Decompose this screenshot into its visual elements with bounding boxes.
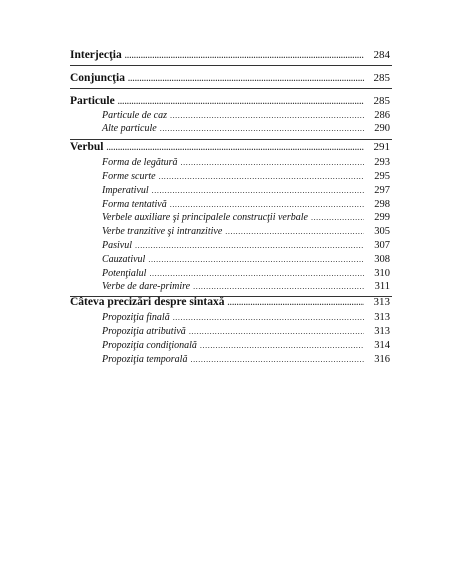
toc-entry-page: 298 — [374, 199, 390, 210]
toc-entry-title: Propoziţia temporală — [102, 354, 188, 365]
toc-entry-page: 291 — [373, 141, 390, 153]
toc-entry-verbe-tranzitive — [102, 226, 390, 240]
toc-entry-title: Cauzativul — [102, 254, 146, 265]
toc-entry-title: Propoziţia finală — [102, 312, 170, 323]
toc-entry-forma-tentativa — [102, 199, 390, 213]
toc-entry-title: Propoziţia atributivă — [102, 326, 186, 337]
dot-leader — [118, 97, 364, 106]
toc-entry-verbe-de-dare-primire — [102, 281, 390, 295]
toc-entry-cauzativul — [102, 254, 390, 268]
toc-entry-title: Conjuncţia — [70, 72, 125, 84]
separator-line — [70, 139, 392, 140]
toc-entry-page: 295 — [374, 171, 390, 182]
separator-line — [70, 65, 392, 66]
toc-entry-page: 308 — [374, 254, 390, 265]
toc-entry-title: Verbul — [70, 141, 104, 153]
toc-entry-forma-de-legatura — [102, 157, 390, 171]
dot-leader — [149, 269, 364, 278]
toc-entry-title: Interjecţia — [70, 49, 122, 61]
separator-line — [70, 88, 392, 89]
toc-entry-alte-particule — [102, 123, 390, 137]
dot-leader — [160, 124, 364, 133]
toc-entry-page: 313 — [374, 326, 390, 337]
dot-leader — [148, 255, 364, 264]
toc-entry-title: Câteva precizări despre sintaxă — [70, 296, 225, 308]
toc-entry-page: 305 — [374, 226, 390, 237]
dot-leader — [189, 327, 364, 336]
toc-entry-title: Verbe de dare-primire — [102, 281, 191, 292]
toc-entry-sintaxa — [70, 296, 390, 310]
dot-leader — [170, 111, 364, 120]
dot-leader — [311, 213, 364, 222]
dot-leader — [225, 227, 364, 236]
toc-entry-pasivul — [102, 240, 390, 254]
dot-leader — [135, 241, 364, 250]
toc-entry-verbele-auxiliare — [102, 212, 390, 226]
dot-leader — [159, 172, 364, 181]
toc-entry-propozitia-atributiva — [102, 326, 390, 340]
toc-entry-verbul — [70, 141, 390, 155]
toc-entry-interjectia — [70, 49, 390, 63]
dot-leader — [125, 51, 364, 60]
toc-entry-page: 284 — [373, 49, 390, 61]
toc-entry-page: 313 — [373, 296, 390, 308]
toc-entry-page: 310 — [374, 268, 390, 279]
toc-entry-page: 299 — [374, 212, 390, 223]
dot-leader — [181, 158, 364, 167]
toc-entry-particule — [70, 95, 390, 109]
toc-entry-forme-scurte — [102, 171, 390, 185]
toc-entry-page: 313 — [374, 312, 390, 323]
toc-entry-title: Forma de legătură — [102, 157, 178, 168]
toc-entry-page: 316 — [374, 354, 390, 365]
toc-entry-conjunctia — [70, 72, 390, 86]
toc-entry-propozitia-conditionala — [102, 340, 390, 354]
dot-leader — [193, 282, 364, 291]
toc-entry-page: 311 — [374, 281, 390, 292]
toc-entry-title: Alte particule — [102, 123, 157, 134]
dot-leader — [170, 200, 364, 209]
toc-entry-page: 307 — [374, 240, 390, 251]
toc-entry-title: Particule — [70, 95, 115, 107]
toc-entry-page: 286 — [374, 110, 390, 121]
toc-entry-title: Propoziţia condiţională — [102, 340, 197, 351]
toc-entry-page: 314 — [374, 340, 390, 351]
toc-entry-page: 285 — [373, 72, 390, 84]
dot-leader — [106, 143, 364, 152]
toc-entry-page: 297 — [374, 185, 390, 196]
toc-entry-title: Forme scurte — [102, 171, 156, 182]
toc-entry-title: Imperativul — [102, 185, 149, 196]
dot-leader — [227, 298, 364, 307]
dot-leader — [173, 313, 364, 322]
toc-entry-propozitia-temporala — [102, 354, 390, 368]
toc-entry-title: Verbe tranzitive şi intranzitive — [102, 226, 223, 237]
toc-entry-title: Forma tentativă — [102, 199, 167, 210]
toc-entry-potentialul — [102, 268, 390, 282]
dot-leader — [190, 355, 364, 364]
toc-entry-title: Particule de caz — [102, 110, 167, 121]
toc-entry-particule-de-caz — [102, 110, 390, 124]
toc-entry-propozitia-finala — [102, 312, 390, 326]
toc-entry-title: Potenţialul — [102, 268, 147, 279]
dot-leader — [200, 341, 364, 350]
toc-entry-title: Pasivul — [102, 240, 132, 251]
toc-entry-imperativul — [102, 185, 390, 199]
dot-leader — [152, 186, 364, 195]
dot-leader — [128, 74, 364, 83]
toc-entry-page: 293 — [374, 157, 390, 168]
toc-entry-page: 290 — [374, 123, 390, 134]
toc-entry-title: Verbele auxiliare şi principalele construcţii verbale — [102, 212, 308, 223]
toc-entry-page: 285 — [373, 95, 390, 107]
